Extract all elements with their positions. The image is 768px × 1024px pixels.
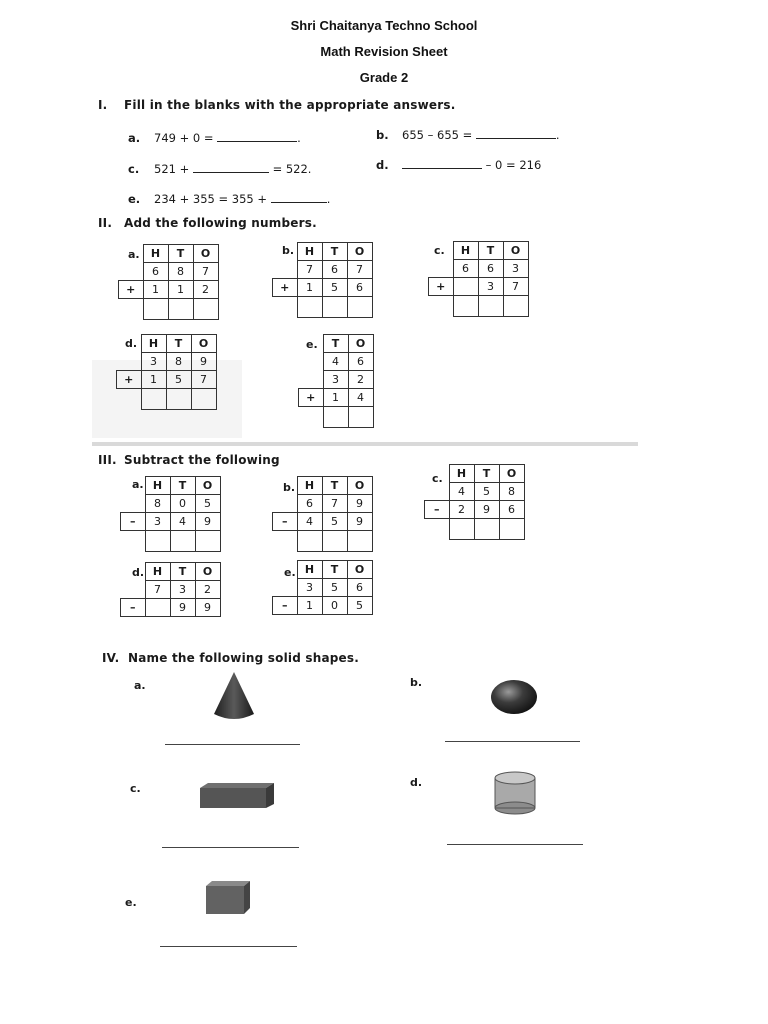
- item-label: e.: [128, 192, 141, 206]
- section-number: III.: [98, 453, 117, 467]
- operator-cell: +: [117, 371, 142, 389]
- digit-cell: 5: [322, 279, 347, 297]
- item-text: = 522.: [272, 162, 312, 176]
- cuboid-icon: [198, 782, 276, 810]
- place-head: O: [193, 245, 218, 263]
- digit-cell: 3: [323, 371, 348, 389]
- digit-cell: 1: [168, 281, 193, 299]
- operator-cell: +: [273, 279, 298, 297]
- school-name: Shri Chaitanya Techno School: [290, 18, 478, 33]
- answer-cell[interactable]: [478, 296, 503, 317]
- shape-label: e.: [125, 896, 137, 909]
- digit-cell: 8: [499, 483, 524, 501]
- digit-cell: 2: [193, 281, 218, 299]
- digit-cell: 5: [195, 495, 220, 513]
- place-head: T: [170, 563, 195, 581]
- section-2-heading: [98, 216, 317, 230]
- answer-cell[interactable]: [168, 299, 193, 320]
- digit-cell: 4: [348, 389, 373, 407]
- answer-blank[interactable]: [402, 158, 482, 169]
- cube-icon: [204, 880, 252, 916]
- answer-cell[interactable]: [348, 407, 373, 428]
- digit-cell: 9: [191, 353, 216, 371]
- place-head: O: [503, 242, 528, 260]
- place-head: O: [347, 561, 372, 579]
- digit-cell: 2: [348, 371, 373, 389]
- operator-cell: +: [429, 278, 454, 296]
- cone-icon: [210, 670, 260, 722]
- place-head: O: [195, 563, 220, 581]
- subtraction-grid-b: [272, 476, 373, 552]
- digit-cell: 7: [191, 371, 216, 389]
- digit-cell: 3: [478, 278, 503, 296]
- digit-cell: 9: [347, 513, 372, 531]
- digit-cell: 7: [503, 278, 528, 296]
- place-head: H: [145, 563, 170, 581]
- answer-blank[interactable]: [217, 131, 297, 142]
- digit-cell: 1: [297, 597, 322, 615]
- digit-cell: 4: [323, 353, 348, 371]
- digit-cell: 1: [143, 281, 168, 299]
- place-head: T: [322, 243, 347, 261]
- place-head: T: [170, 477, 195, 495]
- answer-blank[interactable]: [271, 192, 327, 203]
- digit-cell: 6: [322, 261, 347, 279]
- subtraction-grid-a: [120, 476, 221, 552]
- digit-cell: 4: [297, 513, 322, 531]
- digit-cell: [145, 599, 170, 617]
- item-text: 749 + 0 =: [154, 131, 214, 145]
- digit-cell: 6: [499, 501, 524, 519]
- digit-cell: 0: [170, 495, 195, 513]
- digit-cell: 6: [347, 279, 372, 297]
- place-head: O: [195, 477, 220, 495]
- item-text: 655 – 655 =: [402, 128, 473, 142]
- place-head: T: [323, 335, 348, 353]
- digit-cell: 9: [474, 501, 499, 519]
- digit-cell: 4: [170, 513, 195, 531]
- answer-cell[interactable]: [191, 389, 216, 410]
- problem-label: e.: [306, 338, 318, 351]
- item-label: d.: [376, 158, 389, 172]
- shape-label: b.: [410, 676, 423, 689]
- shape-label: d.: [410, 776, 423, 789]
- digit-cell: 7: [347, 261, 372, 279]
- addition-grid-d: [116, 334, 217, 410]
- problem-label: a.: [132, 478, 144, 491]
- digit-cell: 6: [347, 579, 372, 597]
- place-head: H: [143, 245, 168, 263]
- answer-cell[interactable]: [166, 389, 191, 410]
- place-head: H: [141, 335, 166, 353]
- digit-cell: 9: [195, 599, 220, 617]
- problem-label: c.: [434, 244, 445, 257]
- place-head: H: [297, 561, 322, 579]
- subtraction-grid-c: [424, 464, 525, 540]
- digit-cell: 3: [145, 513, 170, 531]
- place-head: T: [474, 465, 499, 483]
- digit-cell: 0: [322, 597, 347, 615]
- digit-cell: 8: [166, 353, 191, 371]
- fill-blank-d: [376, 158, 541, 172]
- digit-cell: 6: [453, 260, 478, 278]
- answer-cell[interactable]: [195, 531, 220, 552]
- item-text: .: [555, 128, 560, 142]
- operator-cell: –: [273, 513, 298, 531]
- answer-blank[interactable]: [476, 128, 556, 139]
- place-head: O: [348, 335, 373, 353]
- place-head: H: [145, 477, 170, 495]
- place-head: T: [322, 477, 347, 495]
- sphere-icon: [490, 680, 538, 716]
- problem-label: d.: [132, 566, 145, 579]
- digit-cell: 1: [297, 279, 322, 297]
- item-text: 521 +: [154, 162, 190, 176]
- digit-cell: 7: [193, 263, 218, 281]
- answer-cell[interactable]: [143, 299, 168, 320]
- answer-blank[interactable]: [193, 162, 269, 173]
- section-number: IV.: [102, 651, 120, 665]
- digit-cell: 5: [322, 579, 347, 597]
- cylinder-icon: [492, 770, 538, 816]
- answer-cell[interactable]: [499, 519, 524, 540]
- section-4-heading: [102, 651, 359, 665]
- digit-cell: 1: [141, 371, 166, 389]
- answer-line[interactable]: [447, 844, 583, 845]
- item-text: .: [297, 131, 301, 145]
- digit-cell: 9: [170, 599, 195, 617]
- shape-label: c.: [130, 782, 141, 795]
- answer-line[interactable]: [445, 741, 580, 742]
- place-head: H: [453, 242, 478, 260]
- scan-edge: [92, 442, 638, 446]
- place-head: O: [499, 465, 524, 483]
- problem-label: d.: [125, 337, 138, 350]
- item-text: 234 + 355 = 355 +: [154, 192, 268, 206]
- digit-cell: 6: [348, 353, 373, 371]
- answer-line[interactable]: [162, 847, 299, 848]
- answer-cell[interactable]: [322, 531, 347, 552]
- item-label: b.: [376, 128, 389, 142]
- digit-cell: 7: [322, 495, 347, 513]
- shape-label: a.: [134, 679, 146, 692]
- grade-label: Grade 2: [359, 70, 409, 85]
- answer-cell[interactable]: [347, 531, 372, 552]
- section-number: II.: [98, 216, 113, 230]
- answer-line[interactable]: [160, 946, 297, 947]
- subtraction-grid-d: [120, 562, 221, 617]
- digit-cell: 8: [145, 495, 170, 513]
- item-text: – 0 = 216: [485, 158, 542, 172]
- problem-label: b.: [282, 244, 295, 257]
- addition-grid-a: [118, 244, 219, 320]
- operator-cell: –: [273, 597, 298, 615]
- section-number: I.: [98, 98, 108, 112]
- answer-cell[interactable]: [503, 296, 528, 317]
- digit-cell: [453, 278, 478, 296]
- place-head: T: [168, 245, 193, 263]
- digit-cell: 5: [474, 483, 499, 501]
- sheet-title: Math Revision Sheet: [320, 44, 448, 59]
- digit-cell: 7: [297, 261, 322, 279]
- section-3-heading: [98, 453, 280, 467]
- digit-cell: 8: [168, 263, 193, 281]
- digit-cell: 3: [141, 353, 166, 371]
- fill-blank-a: [128, 131, 301, 145]
- place-head: O: [191, 335, 216, 353]
- operator-cell: –: [121, 513, 146, 531]
- place-head: O: [347, 243, 372, 261]
- answer-cell[interactable]: [193, 299, 218, 320]
- digit-cell: 5: [322, 513, 347, 531]
- digit-cell: 9: [195, 513, 220, 531]
- place-head: T: [478, 242, 503, 260]
- section-title: Fill in the blanks with the appropriate answers.: [124, 98, 456, 112]
- digit-cell: 2: [449, 501, 474, 519]
- operator-cell: +: [119, 281, 144, 299]
- section-title: Name the following solid shapes.: [128, 651, 359, 665]
- answer-cell[interactable]: [449, 519, 474, 540]
- problem-label: e.: [284, 566, 296, 579]
- addition-grid-c: [428, 241, 529, 317]
- digit-cell: 9: [347, 495, 372, 513]
- operator-cell: –: [425, 501, 450, 519]
- answer-cell[interactable]: [347, 297, 372, 318]
- section-1-heading: [98, 98, 455, 112]
- answer-cell[interactable]: [453, 296, 478, 317]
- answer-cell[interactable]: [141, 389, 166, 410]
- answer-cell[interactable]: [170, 531, 195, 552]
- digit-cell: 1: [323, 389, 348, 407]
- section-title: Subtract the following: [124, 453, 280, 467]
- problem-label: b.: [283, 481, 296, 494]
- section-title: Add the following numbers.: [124, 216, 317, 230]
- digit-cell: 5: [347, 597, 372, 615]
- fill-blank-e: [128, 192, 330, 206]
- digit-cell: 4: [449, 483, 474, 501]
- digit-cell: 6: [297, 495, 322, 513]
- place-head: O: [347, 477, 372, 495]
- answer-cell[interactable]: [145, 531, 170, 552]
- operator-cell: –: [121, 599, 146, 617]
- digit-cell: 2: [195, 581, 220, 599]
- digit-cell: 6: [143, 263, 168, 281]
- answer-cell[interactable]: [474, 519, 499, 540]
- item-label: c.: [128, 162, 140, 176]
- place-head: T: [166, 335, 191, 353]
- digit-cell: 7: [145, 581, 170, 599]
- place-head: H: [297, 477, 322, 495]
- item-label: a.: [128, 131, 141, 145]
- digit-cell: 3: [297, 579, 322, 597]
- operator-cell: +: [299, 389, 324, 407]
- digit-cell: 3: [503, 260, 528, 278]
- item-text: .: [326, 192, 331, 206]
- digit-cell: 6: [478, 260, 503, 278]
- problem-label: a.: [128, 248, 140, 261]
- subtraction-grid-e: [272, 560, 373, 615]
- answer-line[interactable]: [165, 744, 300, 745]
- problem-label: c.: [432, 472, 443, 485]
- fill-blank-b: [376, 128, 560, 142]
- digit-cell: 5: [166, 371, 191, 389]
- fill-blank-c: [128, 162, 311, 176]
- answer-cell[interactable]: [297, 297, 322, 318]
- digit-cell: 3: [170, 581, 195, 599]
- addition-grid-e: [298, 334, 374, 428]
- place-head: T: [322, 561, 347, 579]
- addition-grid-b: [272, 242, 373, 318]
- place-head: H: [449, 465, 474, 483]
- answer-cell[interactable]: [322, 297, 347, 318]
- answer-cell[interactable]: [297, 531, 322, 552]
- place-head: H: [297, 243, 322, 261]
- answer-cell[interactable]: [323, 407, 348, 428]
